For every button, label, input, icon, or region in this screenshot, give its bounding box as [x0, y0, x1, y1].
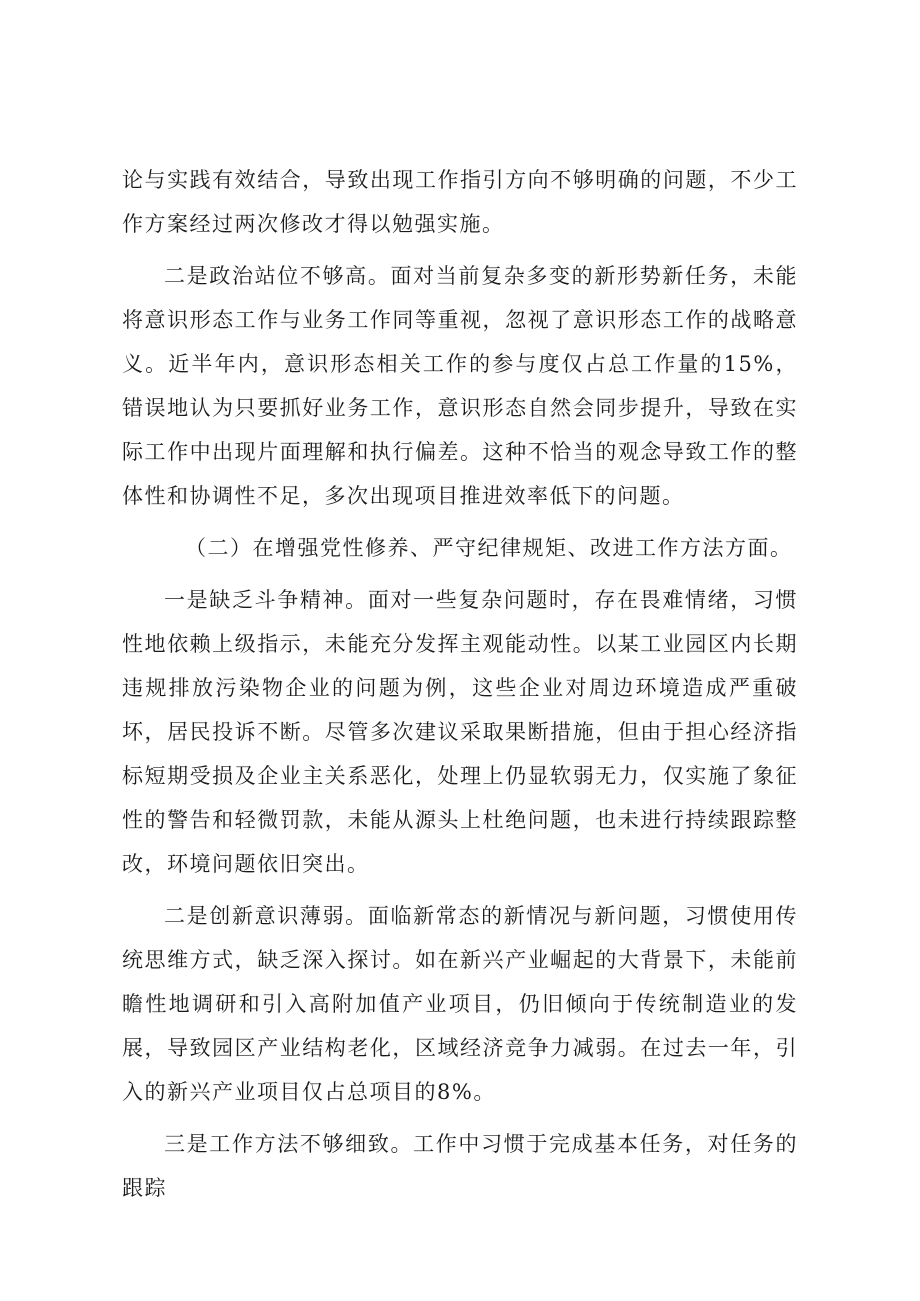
paragraph-political-stance: 二是政治站位不够高。面对当前复杂多变的新形势新任务，未能将意识形态工作与业务工作同等重视，忽视了意识形态工作的战略意义。近半年内，意识形态相关工作的参与度仅占总工作量的15%，错误地认为只要抓好业务工作，意识形态自然会同步提升，导致在实际工作中出现片面理解和执行偏差。这种不恰当的观念导致工作的整体性和协调性不足，多次出现项目推进效率低下的问题。 — [122, 264, 798, 508]
paragraph-continuation: 论与实践有效结合，导致出现工作指引方向不够明确的问题，不少工作方案经过两次修改才得以勉强实施。 — [122, 168, 798, 236]
paragraph-innovation: 二是创新意识薄弱。面临新常态的新情况与新问题，习惯使用传统思维方式，缺乏深入探讨。如在新兴产业崛起的大背景下，未能前瞻性地调研和引入高附加值产业项目，仍旧倾向于传统制造业的发展，导致园区产业结构老化，区域经济竞争力减弱。在过去一年，引入的新兴产业项目仅占总项目的8%。 — [122, 904, 798, 1104]
document-body — [122, 158, 798, 1218]
paragraph-struggle-spirit: 一是缺乏斗争精神。面对一些复杂问题时，存在畏难情绪，习惯性地依赖上级指示，未能充分发挥主观能动性。以某工业园区内长期违规排放污染物企业的问题为例，这些企业对周边环境造成严重破坏，居民投诉不断。尽管多次建议采取果断措施，但由于担心经济指标短期受损及企业主关系恶化，处理上仍显软弱无力，仅实施了象征性的警告和轻微罚款，未能从源头上杜绝问题，也未进行持续跟踪整改，环境问题依旧突出。 — [122, 588, 798, 876]
paragraph-work-methods: 三是工作方法不够细致。工作中习惯于完成基本任务，对任务的跟踪 — [122, 1132, 798, 1200]
section-heading: （二）在增强党性修养、严守纪律规矩、改进工作方法方面。 — [185, 536, 793, 560]
